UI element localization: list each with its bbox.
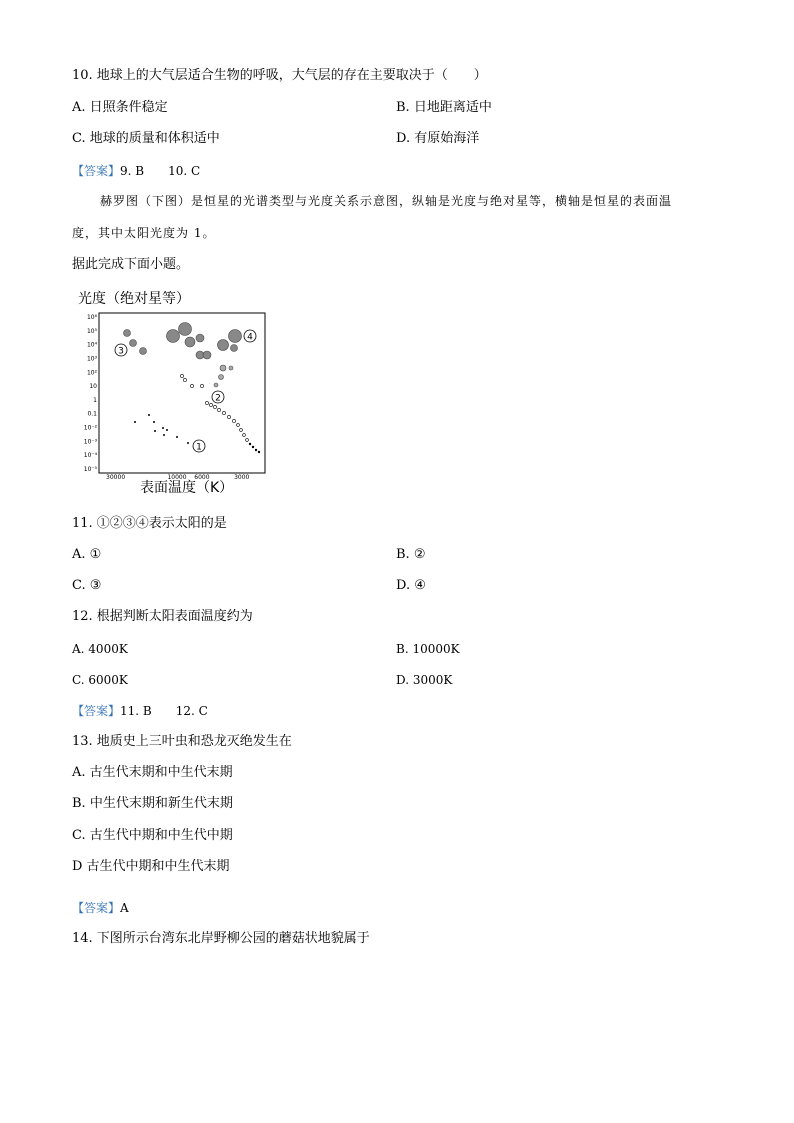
q11-option-b: B. ②: [396, 547, 426, 562]
answer-tag: 【答案】: [72, 164, 121, 178]
star-main-sequence: [209, 403, 212, 406]
hr-y-ticks: [84, 314, 98, 473]
answer-tag: 【答案】: [72, 704, 121, 718]
hr-y-tick-label: 10³: [86, 355, 97, 363]
star-white-dwarf: [154, 430, 156, 432]
answer-text: 11. B 12. C: [120, 704, 208, 718]
q14-stem: 14. 下图所示台湾东北岸野柳公园的蘑菇状地貌属于: [72, 931, 370, 946]
hr-ylabel: 光度（绝对星等）: [78, 291, 190, 307]
star-main-sequence: [222, 411, 225, 414]
q11-stem: 11. ①②③④表示太阳的是: [72, 516, 227, 531]
marker-1-label: 1: [196, 442, 202, 453]
answer-tag: 【答案】: [72, 901, 121, 915]
hr-y-tick-label: 10⁴: [86, 341, 97, 349]
q10-option-a: A. 日照条件稳定: [72, 100, 168, 115]
star-main-sequence: [246, 439, 249, 442]
hr-y-tick-label: 0.1: [87, 410, 97, 418]
star-main-sequence: [252, 446, 254, 448]
star-main-sequence: [249, 443, 251, 445]
star-main-sequence: [183, 378, 186, 381]
q10-stem: 10. 地球上的大气层适合生物的呼吸，大气层的存在主要取决于（ ）: [72, 68, 487, 83]
hr-y-tick-label: 10⁻²: [83, 424, 97, 432]
star-main-sequence: [217, 408, 220, 411]
marker-4-label: 4: [247, 332, 253, 343]
star-main-sequence: [213, 405, 216, 408]
q10-option-c: C. 地球的质量和体积适中: [72, 131, 220, 146]
q11-option-d: D. ④: [396, 578, 426, 593]
hr-y-tick-label: 10⁻⁴: [83, 452, 97, 460]
star-main-sequence: [232, 419, 235, 422]
hr-y-tick-label: 1: [93, 396, 97, 404]
q12-option-b: B. 10000K: [396, 642, 460, 656]
star-main-sequence: [180, 374, 183, 377]
star-giant: [229, 366, 233, 370]
star-main-sequence: [190, 384, 193, 387]
q11-option-c: C. ③: [72, 578, 102, 593]
q12-option-c: C. 6000K: [72, 673, 128, 687]
marker-2-label: 2: [215, 393, 221, 404]
star-supergiant: [229, 330, 242, 343]
q10-option-b: B. 日地距离适中: [396, 100, 492, 115]
passage-line-3: 据此完成下面小题。: [72, 257, 190, 272]
q13-option-b: B. 中生代末期和新生代末期: [72, 796, 233, 811]
hr-xlabel: 表面温度（K）: [140, 480, 234, 496]
star-main-sequence: [205, 401, 208, 404]
star-white-dwarf: [153, 421, 155, 423]
star-white-dwarf: [166, 429, 168, 431]
hr-x-tick-label: 6000: [194, 474, 210, 481]
star-supergiant: [124, 330, 131, 337]
hr-stars: [124, 323, 261, 454]
star-white-dwarf: [148, 414, 150, 416]
answer-text: 9. B 10. C: [120, 164, 201, 178]
hr-y-tick-label: 10⁶: [86, 314, 97, 321]
passage-line-2: 度，其中太阳光度为 1。: [72, 226, 216, 240]
star-supergiant: [218, 340, 229, 351]
hr-y-tick-label: 10⁻⁵: [83, 466, 97, 473]
star-main-sequence: [240, 429, 243, 432]
star-white-dwarf: [162, 427, 164, 429]
passage-line-1: 赫罗图（下图）是恒星的光谱类型与光度关系示意图，纵轴是光度与绝对星等，横轴是恒星的表面温: [100, 194, 673, 208]
hr-y-tick-label: 10²: [86, 369, 97, 377]
q11-option-a: A. ①: [72, 547, 102, 562]
star-main-sequence: [255, 449, 257, 451]
star-supergiant: [231, 345, 238, 352]
answer-9-10: [72, 162, 200, 180]
q13-option-a: A. 古生代末期和中生代末期: [72, 765, 233, 780]
star-giant: [214, 383, 218, 387]
q13-option-d: D 古生代中期和中生代末期: [72, 859, 230, 874]
star-white-dwarf: [176, 436, 178, 438]
star-supergiant: [167, 330, 180, 343]
hr-diagram-svg: [78, 286, 278, 501]
star-supergiant: [196, 334, 204, 342]
star-supergiant: [140, 348, 147, 355]
hr-x-tick-label: 3000: [234, 474, 250, 481]
answer-text: A: [120, 901, 129, 915]
star-giant: [219, 375, 224, 380]
star-white-dwarf: [134, 421, 136, 423]
star-main-sequence: [237, 424, 240, 427]
star-supergiant: [130, 340, 137, 347]
hr-diagram: [78, 286, 278, 501]
star-white-dwarf: [163, 434, 165, 436]
hr-y-tick-label: 10⁵: [86, 327, 97, 335]
hr-y-tick-label: 10⁻³: [83, 438, 97, 446]
hr-y-tick-label: 10: [89, 383, 97, 391]
q10-option-d: D. 有原始海洋: [396, 131, 480, 146]
star-supergiant: [179, 323, 192, 336]
q12-option-d: D. 3000K: [396, 673, 453, 687]
star-supergiant: [185, 337, 195, 347]
star-supergiant: [203, 351, 211, 359]
q13-stem: 13. 地质史上三叶虫和恐龙灭绝发生在: [72, 734, 292, 749]
q12-option-a: A. 4000K: [72, 642, 128, 656]
hr-x-tick-label: 10000: [167, 474, 187, 481]
hr-x-tick-label: 30000: [106, 474, 126, 481]
star-main-sequence: [258, 451, 260, 453]
star-main-sequence: [227, 415, 230, 418]
q13-option-c: C. 古生代中期和中生代中期: [72, 828, 233, 843]
answer-11-12: [72, 702, 208, 720]
star-main-sequence: [200, 384, 203, 387]
star-white-dwarf: [187, 442, 189, 444]
answer-13: [72, 899, 129, 917]
marker-3-label: 3: [118, 346, 124, 357]
q12-stem: 12. 根据判断太阳表面温度约为: [72, 609, 253, 624]
star-main-sequence: [243, 434, 246, 437]
star-giant: [220, 365, 226, 371]
